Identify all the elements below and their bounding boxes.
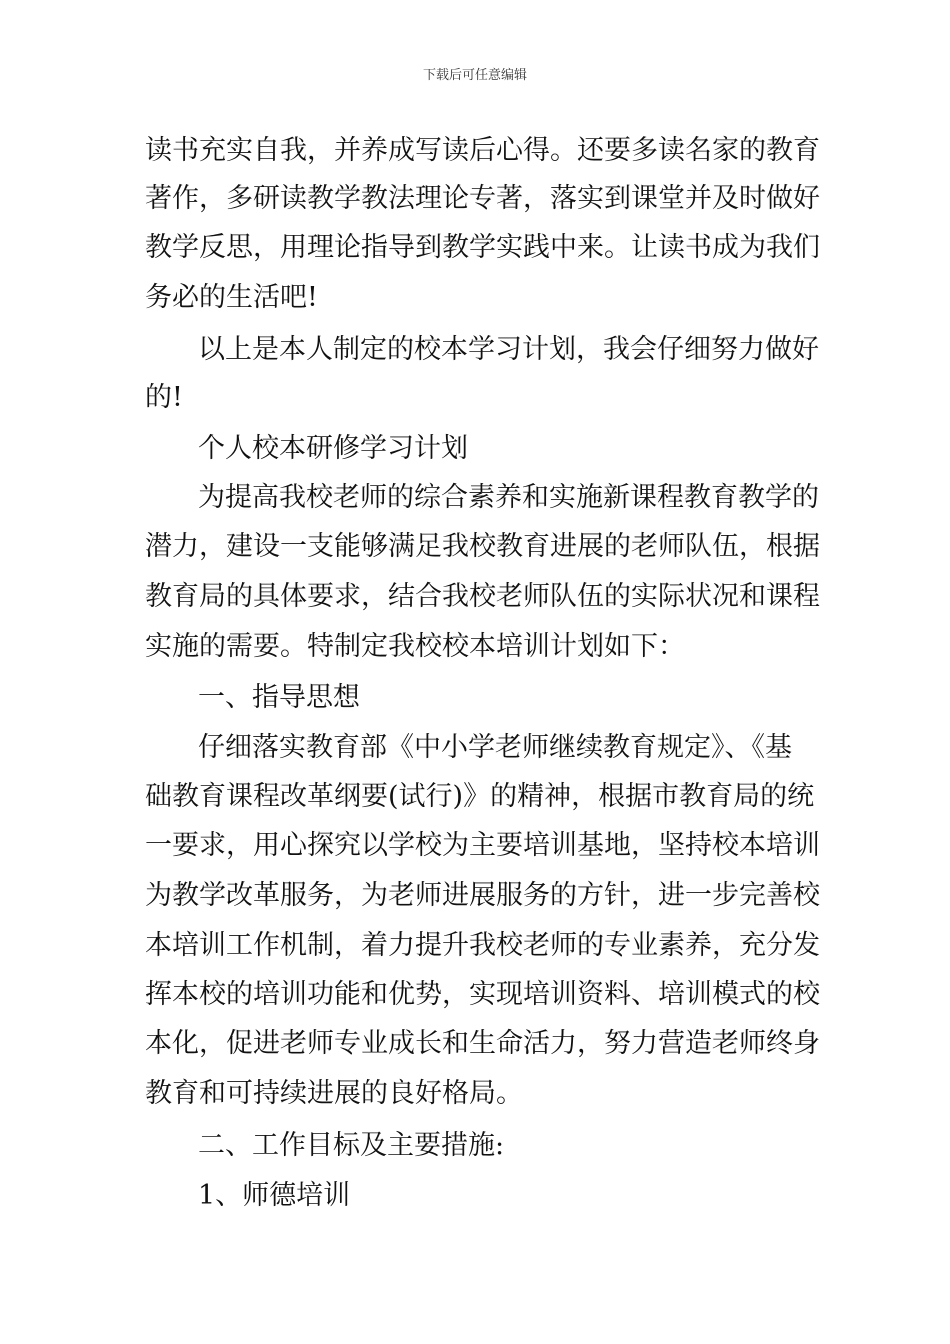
body-line: 为教学改革服务，为老师进展服务的方针，进一步完善校 bbox=[145, 880, 820, 911]
body-line: 读书充实自我，并养成写读后心得。还要多读名家的教育 bbox=[145, 135, 820, 166]
section-heading: 一、指导思想 bbox=[198, 682, 360, 713]
section-title: 个人校本研修学习计划 bbox=[198, 433, 468, 464]
body-line: 仔细落实教育部《中小学老师继续教育规定》、《基 bbox=[198, 732, 792, 763]
body-line: 础教育课程改革纲要(试行)》的精神，根据市教育局的统 bbox=[145, 781, 815, 812]
subsection-heading: 1、师德培训 bbox=[198, 1180, 351, 1211]
body-line: 为提高我校老师的综合素养和实施新课程教育教学的 bbox=[198, 482, 819, 513]
body-line: 潜力，建设一支能够满足我校教育进展的老师队伍，根据 bbox=[145, 531, 820, 562]
body-line: 本培训工作机制，着力提升我校老师的专业素养，充分发 bbox=[145, 930, 820, 961]
body-line: 教育局的具体要求，结合我校老师队伍的实际状况和课程 bbox=[145, 581, 820, 612]
body-line: 以上是本人制定的校本学习计划，我会仔细努力做好 bbox=[198, 334, 819, 365]
body-line: 挥本校的培训功能和优势，实现培训资料、培训模式的校 bbox=[145, 979, 820, 1010]
body-line: 教育和可持续进展的良好格局。 bbox=[145, 1078, 523, 1109]
body-line: 一要求，用心探究以学校为主要培训基地，坚持校本培训 bbox=[145, 830, 820, 861]
body-line: 务必的生活吧! bbox=[145, 282, 318, 313]
body-line: 著作，多研读教学教法理论专著，落实到课堂并及时做好 bbox=[145, 183, 820, 214]
body-line: 实施的需要。特制定我校校本培训计划如下： bbox=[145, 631, 685, 662]
section-heading: 二、工作目标及主要措施: bbox=[198, 1130, 505, 1161]
page-header-note: 下载后可任意编辑 bbox=[422, 68, 527, 83]
body-line: 的! bbox=[145, 382, 183, 413]
body-line: 本化，促进老师专业成长和生命活力，努力营造老师终身 bbox=[145, 1028, 820, 1059]
body-line: 教学反思，用理论指导到教学实践中来。让读书成为我们 bbox=[145, 232, 820, 263]
